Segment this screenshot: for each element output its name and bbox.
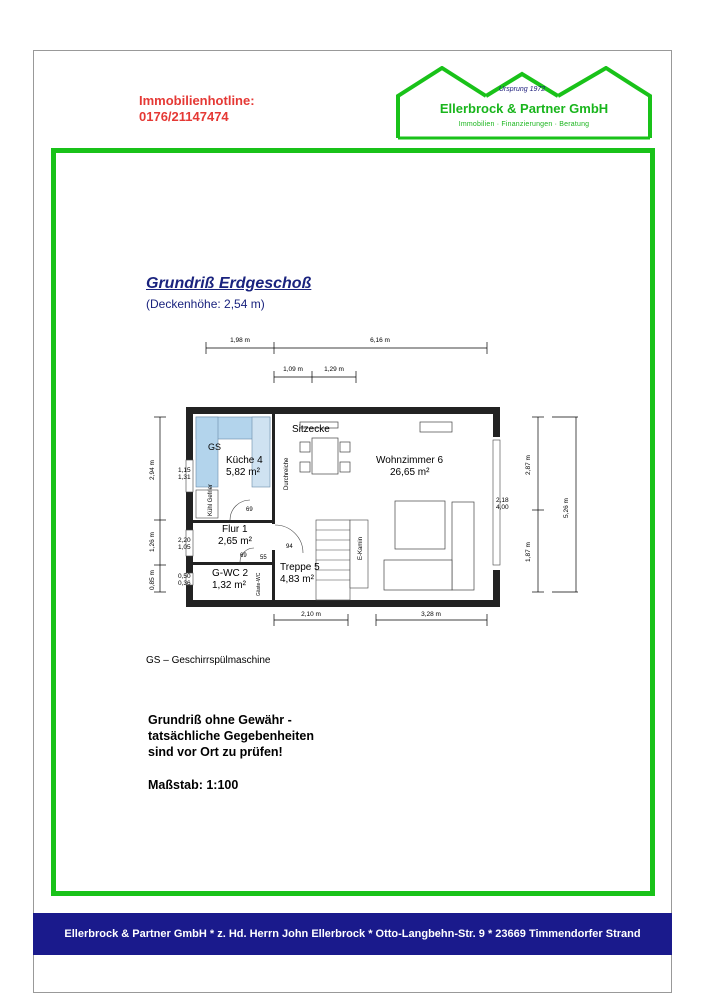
fridge-label: Kühl Gefrier [208,483,214,516]
hall-area: 2,65 m² [218,536,252,547]
plan-subtitle: (Deckenhöhe: 2,54 m) [146,297,265,311]
chimney-label: E-Kamin [358,536,364,560]
door-94: 94 [286,544,293,550]
living-name: Wohnzimmer 6 [376,455,444,466]
kitchen-counter-side [196,417,218,487]
wc-area: 1,32 m² [212,580,246,591]
dim-mid-b: 1,29 m [324,366,344,373]
dim-right-526: 5,26 m [563,498,570,518]
dim-left-126: 1,26 m [149,532,156,552]
scale-note: Maßstab: 1:100 [148,778,239,792]
stairs-name: Treppe 5 [280,562,320,573]
door-69a: 69 [246,507,253,513]
stairs-area: 4,83 m² [280,574,314,585]
dim-bottom-210: 2,10 m [301,611,321,618]
disclaimer-line: sind vor Ort zu prüfen! [148,745,283,759]
dim-right-187: 1,87 m [525,542,532,562]
wc-fixture-label: Gäste-WC [256,572,262,596]
logo-company-name: Ellerbrock & Partner GmbH [439,101,609,116]
hotline [139,93,255,125]
door-55: 55 [260,555,267,561]
dim-right-287: 2,87 m [525,455,532,475]
window-wc-dims: 0,50 0,36 [178,573,191,587]
disclaimer-line: tatsächliche Gegebenheiten [148,729,315,743]
dim-left-294: 2,94 m [149,460,156,480]
window-kitchen-dims: 1,15 1,31 [178,467,191,481]
wc-name: G-WC 2 [212,568,249,579]
dim-top-right: 6,16 m [370,337,390,344]
dim-mid-a: 1,09 m [283,366,303,373]
disclaimer [148,712,314,760]
legend: GS – Geschirrspülmaschine [146,655,271,666]
window-hall-dims: 2,20 1,05 [178,537,191,551]
plan-title: Grundriß Erdgeschoß [146,275,312,292]
hotline-number: 0176/21147474 [139,109,229,124]
hotline-label: Immobilienhotline: [139,93,255,108]
window-living-dims: 2,18 4,00 [496,497,509,511]
logo-established: Ursprung 1972 [498,86,546,93]
company-logo [396,66,652,141]
dim-bottom-328: 3,28 m [421,611,441,618]
logo-services: Immobilien · Finanzierungen · Beratung [458,121,590,128]
seating-label: Sitzecke [292,424,330,435]
dim-top-left: 1,98 m [230,337,250,344]
footer-address: Ellerbrock & Partner GmbH * z. Hd. Herrn John Ellerbrock * Otto-Langbehn-Str. 9 * 23669 Timmendorfer Strand [33,913,672,955]
kitchen-name: Küche 4 [226,455,263,466]
fridge [196,490,218,518]
door-69b: 69 [240,553,247,559]
furniture [300,422,474,590]
disclaimer-line: Grundriß ohne Gewähr - [148,713,292,727]
passthrough-label: Durchreiche [284,457,290,490]
floor-plan [140,330,580,630]
dim-left-085: 0,85 m [149,570,156,590]
hall-name: Flur 1 [222,524,248,535]
living-area: 26,65 m² [390,467,430,478]
kitchen-area: 5,82 m² [226,467,260,478]
gs-label: GS [208,442,222,452]
